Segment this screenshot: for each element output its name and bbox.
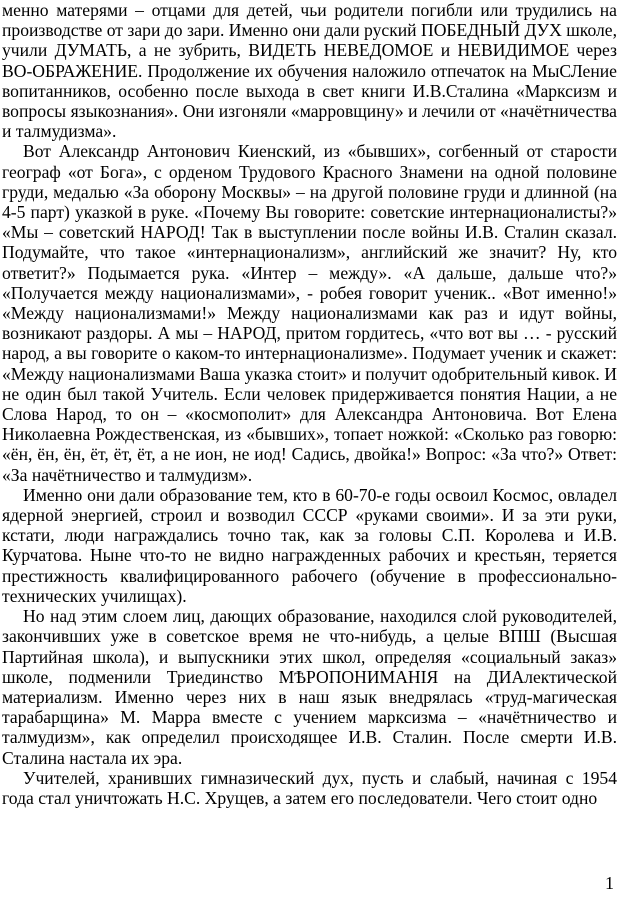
- paragraph-4: Но над этим слоем лиц, дающих образование, находился слой руководителей, закончивших уже в советское время не что-нибудь, а целые ВПШ (Высшая Партийная школа), и выпускники этих школ, определяя «социальный заказ» школе, подменили Триединство МѢРОПОНИМАНIЯ на ДИАлектической материализм. Именно через них в наш язык внедрялась «труд-магическая тарабарщина» М. Марра вместе с учением марксизма – «начётничество и талмудизм», как определил происходящее И.В. Сталин. После смерти И.В. Сталина настала их эра.: [2, 606, 617, 768]
- paragraph-1: менно матерями – отцами для детей, чьи родители погибли или трудились на производстве от зари до зари. Именно они дали руский ПОБЕДНЫЙ ДУХ школе, учили ДУМАТЬ, а не зубрить, ВИДЕТЬ НЕВЕДОМОЕ и НЕВИДИМОЕ через ВО-ОБРАЖЕНИЕ. Продолжение их обучения наложило отпечаток на МыСЛение вопитанников, особенно после выхода в свет книги И.В.Сталина «Марксизм и вопросы языкознания». Они изгоняли «марровщину» и лечили от «начётничества и талмудизма».: [2, 0, 617, 142]
- page-number: 1: [605, 873, 614, 893]
- paragraph-2: Вот Александр Антонович Киенский, из «бывших», согбенный от старости географ «от Бога», с орденом Трудового Красного Знамени на одной половине груди, медалью «За оборону Москвы» – на другой половине груди и длинной (на 4-5 парт) указкой в руке. «Почему Вы говорите: советские интернационалисты?» «Мы – советский НАРОД! Так в выступлении после войны И.В. Сталин сказал. Подумайте, что такое «интернационализм», английский же значит? Ну, кто ответит?» Подымается рука. «Интер – между». «А дальше, дальше что?» «Получается между национализмами», - робея говорит ученик.. «Вот именно!» «Между национализмами!» Между национализмами как раз и идут войны, возникают раздоры. А мы – НАРОД, притом гордитесь, «что вот вы … - русский народ, а вы говорите о каком-то интернационализме». Подумает ученик и скажет: «Между национализмами Ваша указка стоит» и получит одобрительный кивок. И не один был такой Учитель. Если человек придерживается понятия Нации, а не Слова Народ, то он – «космополит» для Александра Антоновича. Вот Елена Николаевна Рождественская, из «бывших», топает ножкой: «Сколько раз говорю: «ён, ён, ён, ёт, ёт, ёт, а не ион, не иод! Садись, двойка!» Вопрос: «За что?» Ответ: «За начётничество и талмудизм».: [2, 141, 617, 485]
- paragraph-5: Учителей, хранивших гимназический дух, пусть и слабый, начиная с 1954 года стал уничтожать Н.С. Хрущев, а затем его последователи. Чего стоит одно: [2, 767, 617, 808]
- paragraph-3: Именно они дали образование тем, кто в 60-70-е годы освоил Космос, овладел ядерной энергией, строил и возводил СССР «руками своими». И за эти руки, кстати, люди награждались точно так, как за головы С.П. Королева и И.В. Курчатова. Ныне что-то не видно награжденных рабочих и крестьян, теряется престижность квалифицированного рабочего (обучение в профессионально-технических училищах).: [2, 484, 617, 606]
- document-body: [2, 0, 617, 808]
